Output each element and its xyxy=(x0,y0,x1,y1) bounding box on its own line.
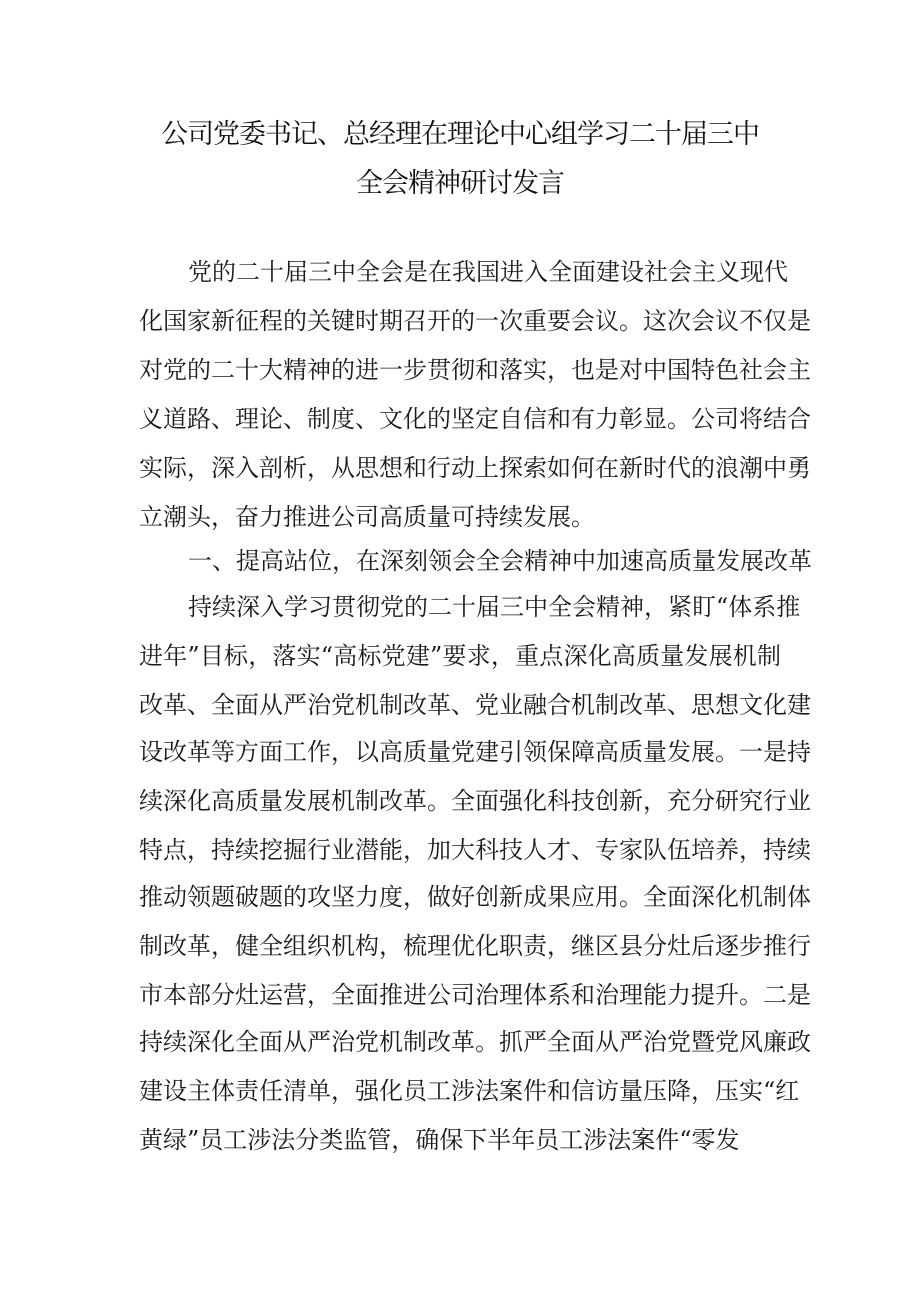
document-title-line-1: 公司党委书记、总经理在理论中心组学习二十届三中 xyxy=(161,119,759,150)
paragraph-1-line-6: 立潮头，奋力推进公司高质量可持续发展。 xyxy=(139,503,595,531)
paragraph-2-line-11: 建设主体责任清单，强化员工涉法案件和信访量压降，压实“红 xyxy=(139,1077,800,1105)
paragraph-2-line-9: 市本部分灶运营，全面推进公司治理体系和治理能力提升。二是 xyxy=(139,981,811,1009)
paragraph-2-line-10: 持续深化全面从严治党机制改革。抓严全面从严治党暨党风廉政 xyxy=(139,1028,811,1056)
paragraph-2-line-5: 续深化高质量发展机制改革。全面强化科技创新，充分研究行业 xyxy=(139,787,811,815)
paragraph-1-line-4: 义道路、理论、制度、文化的坚定自信和有力彰显。公司将结合 xyxy=(139,405,811,433)
paragraph-1-line-1: 党的二十届三中全会是在我国进入全面建设社会主义现代 xyxy=(188,258,788,286)
section-heading-1: 一、提高站位，在深刻领会全会精神中加速高质量发展改革 xyxy=(188,547,812,575)
paragraph-1-line-3: 对党的二十大精神的进一步贯彻和落实，也是对中国特色社会主 xyxy=(139,356,811,384)
paragraph-2-line-3: 改革、全面从严治党机制改革、党业融合机制改革、思想文化建 xyxy=(139,691,811,719)
paragraph-2-line-4: 设改革等方面工作，以高质量党建引领保障高质量发展。一是持 xyxy=(139,738,811,766)
paragraph-2-line-12: 黄绿”员工涉法分类监管，确保下半年员工涉法案件“零发 xyxy=(139,1126,740,1154)
paragraph-2-line-8: 制改革，健全组织机构，梳理优化职责，继区县分灶后逐步推行 xyxy=(139,932,811,960)
paragraph-1-line-2: 化国家新征程的关键时期召开的一次重要会议。这次会议不仅是 xyxy=(139,307,811,335)
paragraph-2-line-2: 进年”目标，落实“高标党建”要求，重点深化高质量发展机制 xyxy=(139,642,781,670)
paragraph-2-line-1: 持续深入学习贯彻党的二十届三中全会精神，紧盯“体系推 xyxy=(188,593,801,621)
paragraph-1-line-5: 实际，深入剖析，从思想和行动上探索如何在新时代的浪潮中勇 xyxy=(139,454,811,482)
paragraph-2-line-7: 推动领题破题的攻坚力度，做好创新成果应用。全面深化机制体 xyxy=(139,883,811,911)
paragraph-2-line-6: 特点，持续挖掘行业潜能，加大科技人才、专家队伍培养，持续 xyxy=(139,836,811,864)
document-title-line-2: 全会精神研讨发言 xyxy=(356,168,564,199)
